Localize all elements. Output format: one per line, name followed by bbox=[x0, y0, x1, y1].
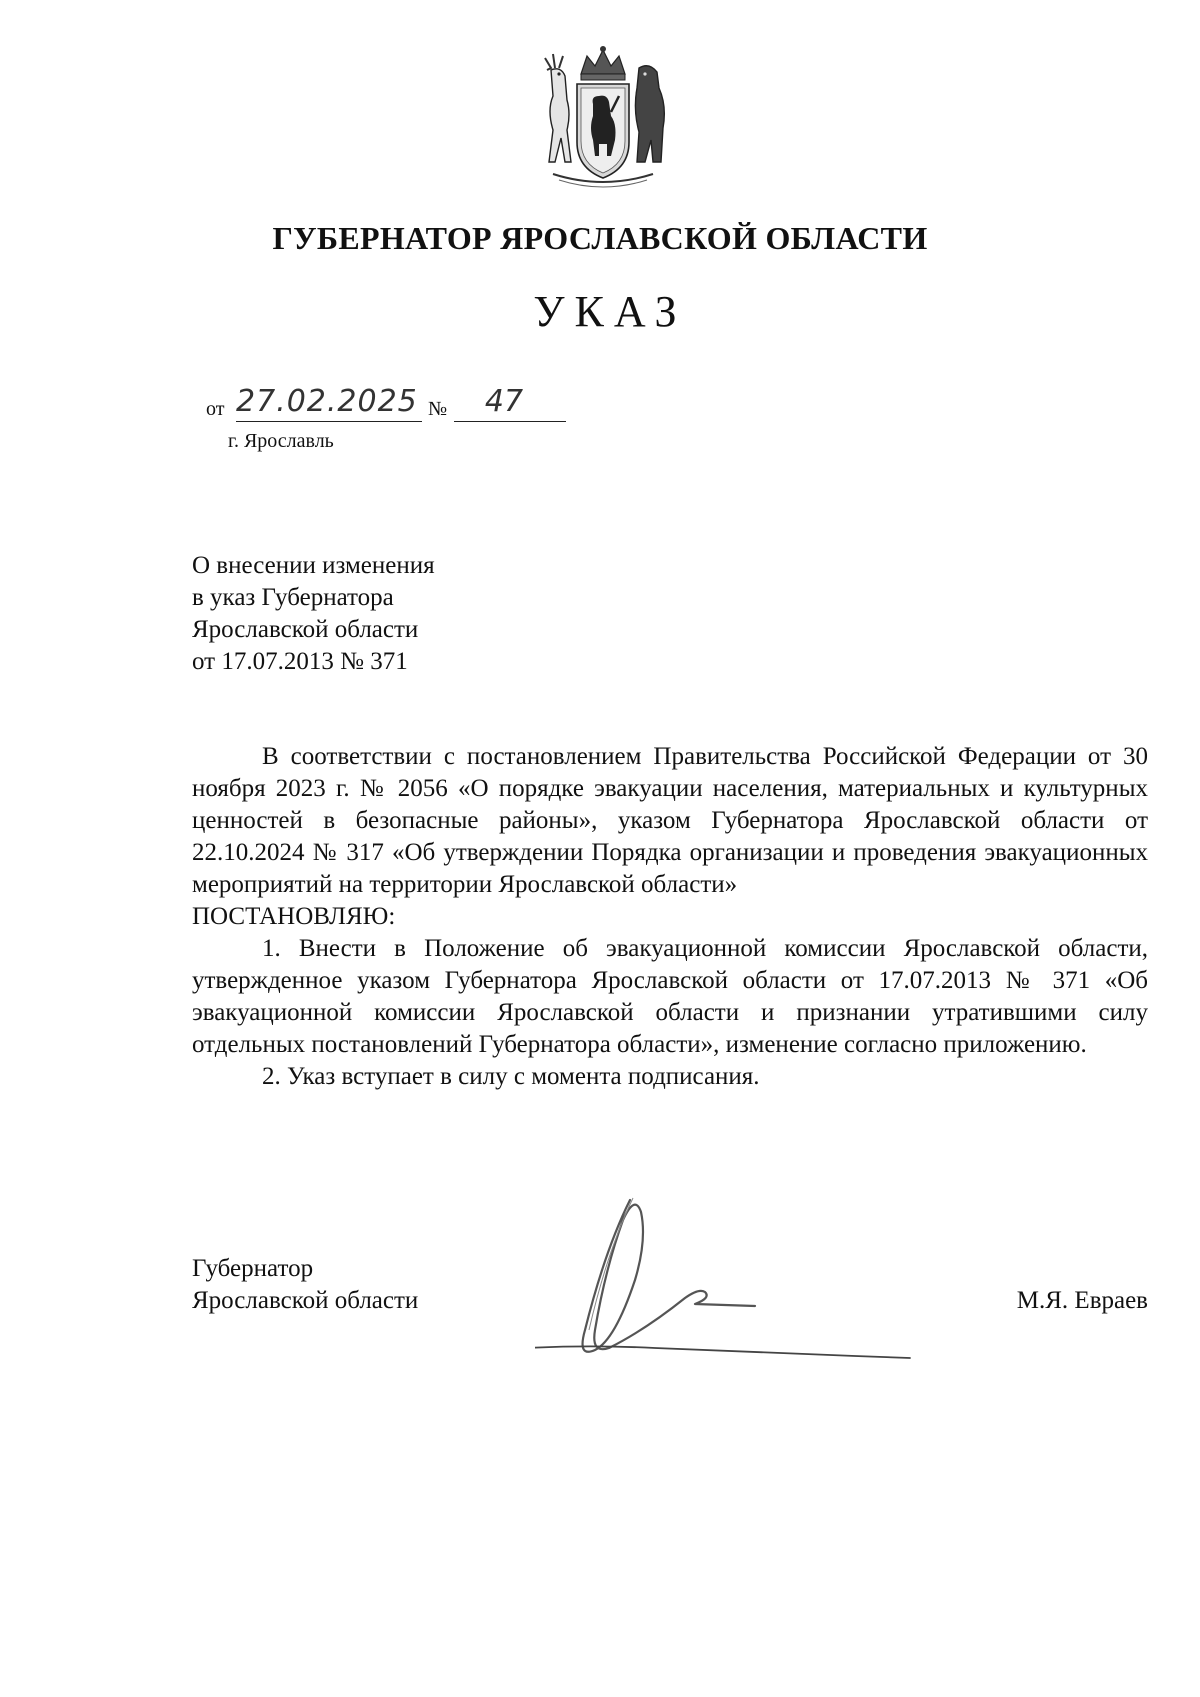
date-prefix: от bbox=[206, 398, 225, 420]
number-underline bbox=[454, 421, 566, 422]
handwritten-number: 47 bbox=[484, 384, 524, 419]
signatory-position bbox=[192, 1253, 418, 1317]
date-underline bbox=[236, 421, 422, 422]
subject-block bbox=[192, 550, 435, 678]
signatory-name: М.Я. Евраев bbox=[1016, 1287, 1148, 1314]
subject-line: в указ Губернатора bbox=[192, 584, 394, 611]
item-1-paragraph: 1. Внести в Положение об эвакуационной комиссии Ярославской области, утвержденное указом Губернатора Ярославской области от 17.07.2013 № 371 «Об эвакуационной комиссии Ярославской области и признании утратившими силу отдельных постановлений Губернатора области», изменение согласно приложению. bbox=[192, 935, 1148, 1058]
document-type-heading: УКАЗ bbox=[533, 287, 687, 336]
decree-body bbox=[192, 741, 1148, 1093]
subject-line: О внесении изменения bbox=[192, 552, 435, 579]
handwritten-date: 27.02.2025 bbox=[236, 384, 418, 419]
preamble-paragraph: В соответствии с постановлением Правительства Российской Федерации от 30 ноября 2023 г. № 2056 «О порядке эвакуации населения, материальных и культурных ценностей в безопасные районы», указом Губернатора Ярославской области от 22.10.2024 № 317 «Об утверждении Порядка организации и проведения эвакуационных мероприятий на территории Ярославской области» bbox=[192, 743, 1148, 898]
subject-line: Ярославской области bbox=[192, 616, 419, 643]
date-number-line bbox=[206, 384, 566, 424]
city-label: г. Ярославль bbox=[228, 430, 334, 452]
decree-word: ПОСТАНОВЛЯЮ: bbox=[192, 903, 396, 930]
position-line: Губернатор bbox=[192, 1255, 314, 1282]
issuer-title: ГУБЕРНАТОР ЯРОСЛАВСКОЙ ОБЛАСТИ bbox=[272, 220, 928, 256]
coat-of-arms-emblem bbox=[537, 44, 669, 196]
handwritten-signature bbox=[535, 1180, 955, 1370]
subject-line: от 17.07.2013 № 371 bbox=[192, 648, 408, 675]
item-2-paragraph: 2. Указ вступает в силу с момента подписания. bbox=[262, 1063, 760, 1090]
position-line: Ярославской области bbox=[192, 1287, 419, 1314]
number-sign: № bbox=[428, 398, 448, 420]
